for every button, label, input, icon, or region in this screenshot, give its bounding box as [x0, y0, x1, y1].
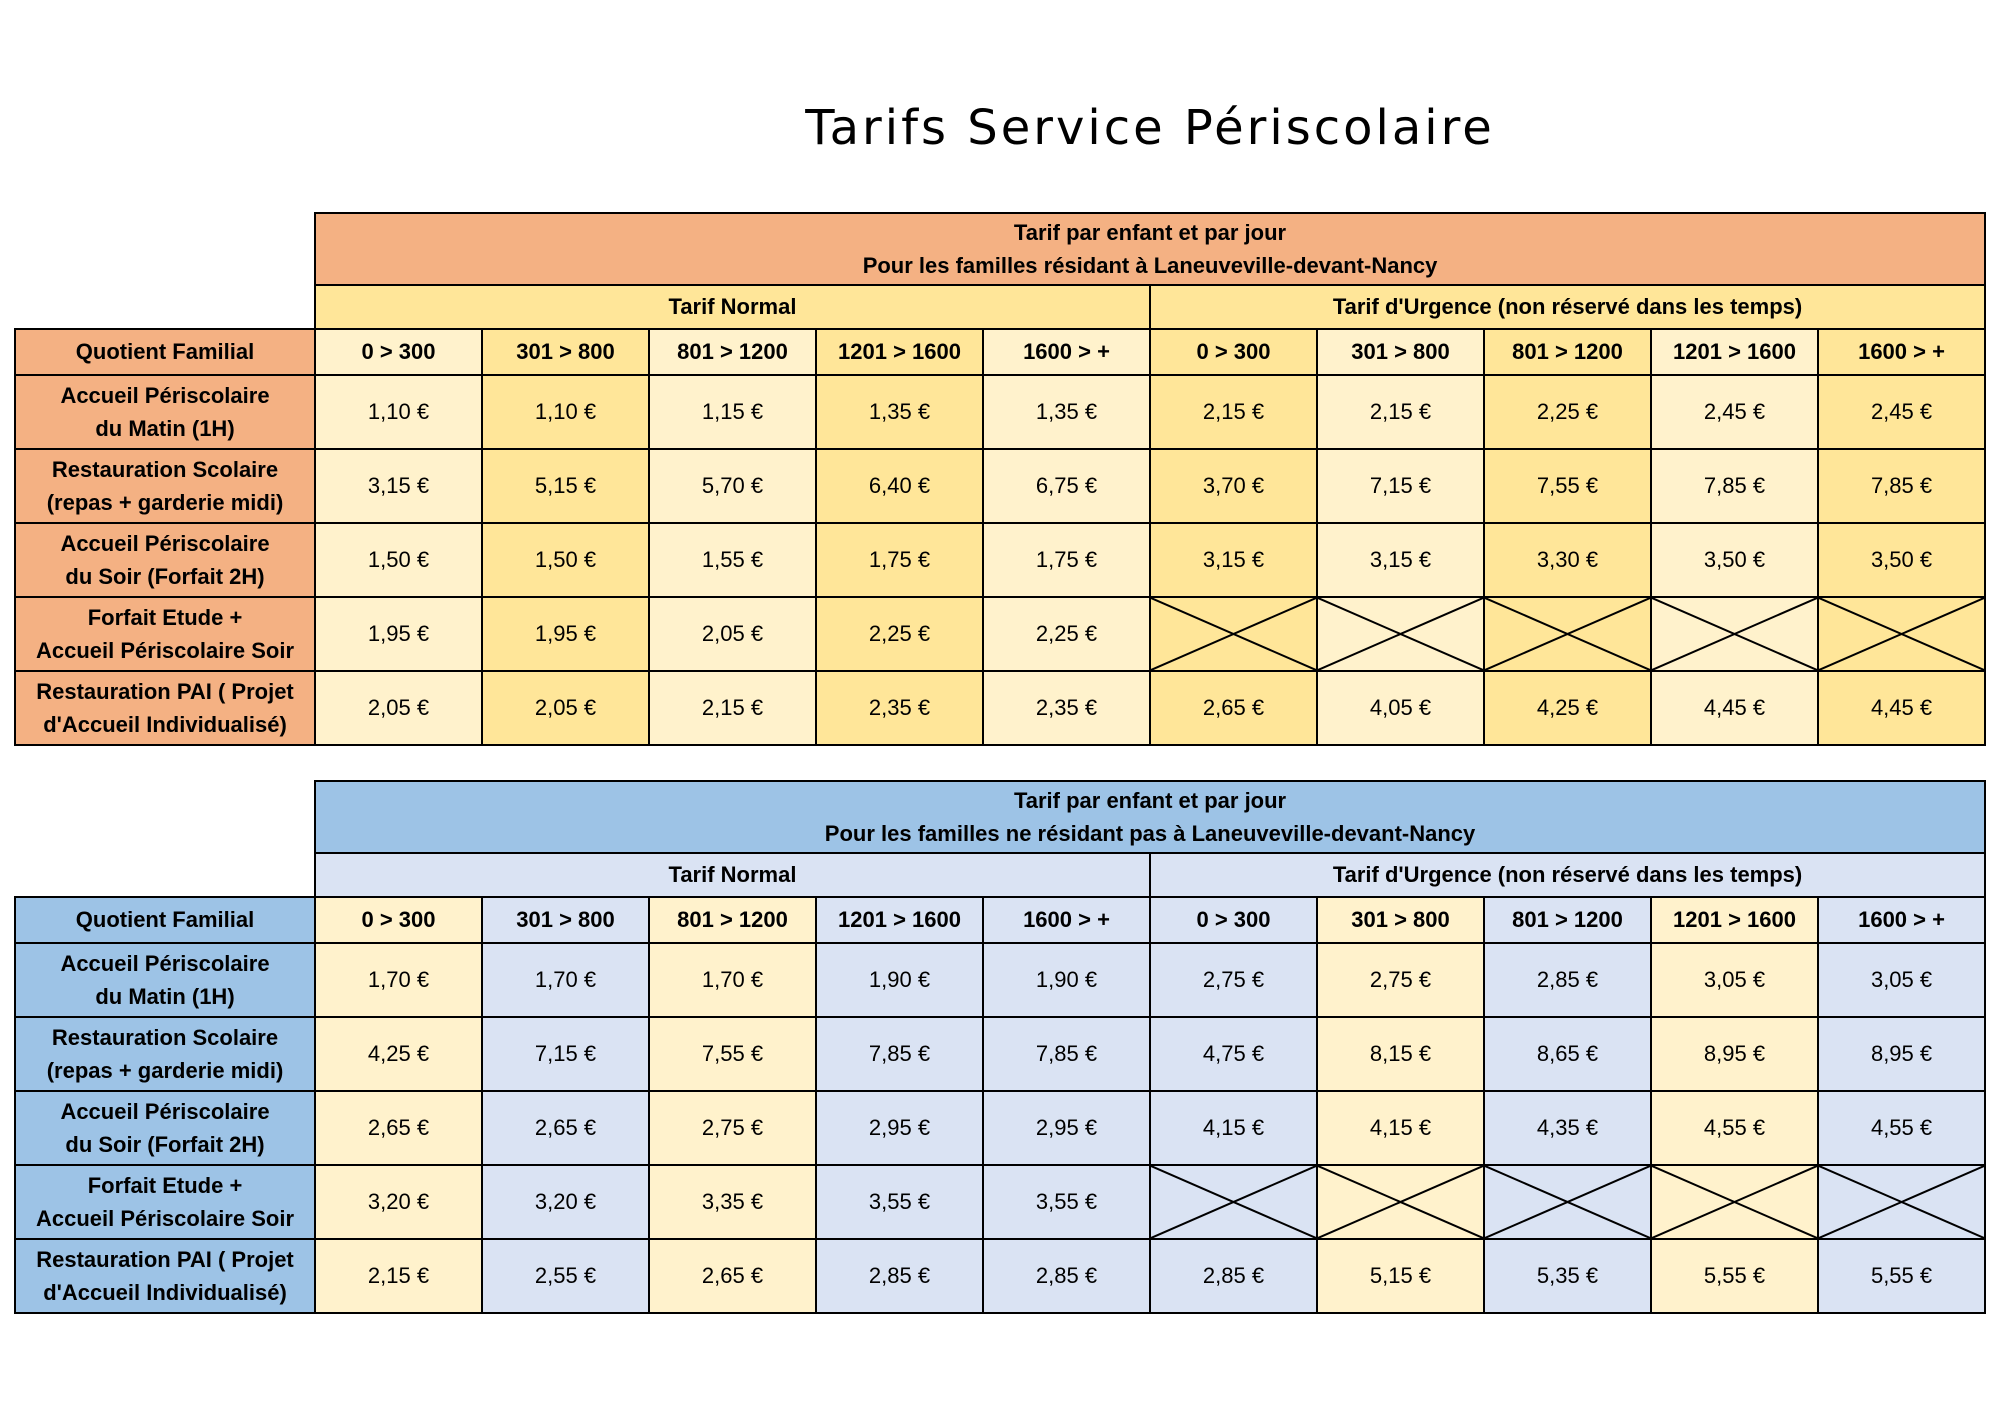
price-cell: 1,75 € [816, 523, 983, 597]
row-label-line-2: du Matin (1H) [95, 984, 235, 1009]
price-cell: 2,15 € [1317, 375, 1484, 449]
price-cell: 1,50 € [482, 523, 649, 597]
not-available-cell [1651, 597, 1818, 671]
price-cell: 2,35 € [816, 671, 983, 745]
table-row [15, 523, 1985, 597]
table-header [315, 781, 1985, 853]
price-cell: 2,65 € [482, 1091, 649, 1165]
not-available-cell [1484, 1165, 1651, 1239]
price-cell: 1,55 € [649, 523, 816, 597]
price-cell: 1,50 € [315, 523, 482, 597]
range-header: 1201 > 1600 [1651, 897, 1818, 943]
price-cell: 1,70 € [315, 943, 482, 1017]
price-cell: 2,35 € [983, 671, 1150, 745]
row-label [15, 1091, 315, 1165]
row-label-line-2: du Soir (Forfait 2H) [65, 1132, 265, 1157]
price-cell: 3,55 € [983, 1165, 1150, 1239]
cross-icon [1151, 598, 1316, 670]
row-label [15, 671, 315, 745]
row-label-line-1: Accueil Périscolaire [60, 531, 270, 556]
price-cell: 1,90 € [983, 943, 1150, 1017]
row-label-line-1: Accueil Périscolaire [60, 383, 270, 408]
corner-blank [15, 853, 315, 897]
tarif-table-non-residents [14, 780, 1986, 1314]
row-label-line-2: du Matin (1H) [95, 416, 235, 441]
price-cell: 5,55 € [1818, 1239, 1985, 1313]
price-cell: 4,35 € [1484, 1091, 1651, 1165]
price-cell: 3,50 € [1818, 523, 1985, 597]
price-cell: 2,15 € [1150, 375, 1317, 449]
price-cell: 1,35 € [983, 375, 1150, 449]
range-header: 801 > 1200 [1484, 897, 1651, 943]
price-cell: 3,05 € [1651, 943, 1818, 1017]
price-cell: 2,85 € [983, 1239, 1150, 1313]
price-cell: 2,95 € [983, 1091, 1150, 1165]
range-header: 301 > 800 [1317, 329, 1484, 375]
price-cell: 2,85 € [1484, 943, 1651, 1017]
price-cell: 7,85 € [1818, 449, 1985, 523]
price-cell: 3,35 € [649, 1165, 816, 1239]
cross-icon [1652, 598, 1817, 670]
row-label-line-1: Restauration Scolaire [51, 1025, 279, 1050]
price-cell: 5,70 € [649, 449, 816, 523]
not-available-cell [1317, 597, 1484, 671]
range-header: 1600 > + [1818, 329, 1985, 375]
price-cell: 1,90 € [816, 943, 983, 1017]
price-cell: 1,15 € [649, 375, 816, 449]
price-cell: 4,55 € [1651, 1091, 1818, 1165]
price-cell: 6,40 € [816, 449, 983, 523]
price-cell: 1,10 € [482, 375, 649, 449]
tarif-table-residents [14, 212, 1986, 746]
group-tarif-normal: Tarif Normal [315, 853, 1150, 897]
price-cell: 7,15 € [1317, 449, 1484, 523]
price-cell: 2,75 € [1150, 943, 1317, 1017]
cross-icon [1151, 1166, 1316, 1238]
price-cell: 3,50 € [1651, 523, 1818, 597]
row-label [15, 523, 315, 597]
row-label [15, 375, 315, 449]
group-tarif-normal: Tarif Normal [315, 285, 1150, 329]
range-header: 801 > 1200 [649, 329, 816, 375]
corner-blank [15, 781, 315, 853]
table-row [15, 597, 1985, 671]
row-label-line-1: Restauration Scolaire [51, 457, 279, 482]
cross-icon [1485, 1166, 1650, 1238]
row-label-line-1: Forfait Etude + [87, 1173, 243, 1198]
range-header: 0 > 300 [315, 897, 482, 943]
row-label-line-1: Restauration PAI ( Projet [36, 679, 294, 704]
price-cell: 2,05 € [649, 597, 816, 671]
range-header: 1600 > + [1818, 897, 1985, 943]
range-header: 1600 > + [983, 329, 1150, 375]
row-label-line-1: Accueil Périscolaire [60, 951, 270, 976]
price-cell: 5,35 € [1484, 1239, 1651, 1313]
table-row [15, 1017, 1985, 1091]
corner-blank [15, 213, 315, 285]
price-cell: 8,95 € [1651, 1017, 1818, 1091]
quotient-familial-label: Quotient Familial [15, 897, 315, 943]
price-cell: 7,85 € [1651, 449, 1818, 523]
row-label [15, 597, 315, 671]
table-row [15, 375, 1985, 449]
price-cell: 2,05 € [482, 671, 649, 745]
price-cell: 1,95 € [315, 597, 482, 671]
range-header: 801 > 1200 [649, 897, 816, 943]
price-cell: 4,05 € [1317, 671, 1484, 745]
table-row [15, 943, 1985, 1017]
row-label-line-2: du Soir (Forfait 2H) [65, 564, 265, 589]
cross-icon [1318, 1166, 1483, 1238]
row-label-line-1: Forfait Etude + [87, 605, 243, 630]
price-cell: 3,15 € [1317, 523, 1484, 597]
price-cell: 5,15 € [482, 449, 649, 523]
row-label-line-2: d'Accueil Individualisé) [43, 712, 287, 737]
header-line-2: Pour les familles ne résidant pas à Laneuveville-devant-Nancy [824, 821, 1476, 846]
range-header: 0 > 300 [1150, 897, 1317, 943]
price-cell: 4,25 € [1484, 671, 1651, 745]
price-cell: 2,05 € [315, 671, 482, 745]
price-cell: 3,30 € [1484, 523, 1651, 597]
header-line-1: Tarif par enfant et par jour [1013, 788, 1287, 813]
price-cell: 3,15 € [315, 449, 482, 523]
price-cell: 7,55 € [649, 1017, 816, 1091]
not-available-cell [1150, 597, 1317, 671]
price-cell: 7,15 € [482, 1017, 649, 1091]
range-header: 1201 > 1600 [816, 897, 983, 943]
not-available-cell [1150, 1165, 1317, 1239]
row-label-line-2: (repas + garderie midi) [46, 1058, 284, 1083]
row-label [15, 1165, 315, 1239]
not-available-cell [1818, 597, 1985, 671]
price-cell: 2,65 € [1150, 671, 1317, 745]
price-cell: 8,65 € [1484, 1017, 1651, 1091]
price-cell: 4,25 € [315, 1017, 482, 1091]
price-cell: 1,35 € [816, 375, 983, 449]
not-available-cell [1484, 597, 1651, 671]
row-label-line-2: d'Accueil Individualisé) [43, 1280, 287, 1305]
price-cell: 2,25 € [816, 597, 983, 671]
price-cell: 2,75 € [1317, 943, 1484, 1017]
price-cell: 2,75 € [649, 1091, 816, 1165]
price-cell: 2,55 € [482, 1239, 649, 1313]
price-cell: 2,85 € [816, 1239, 983, 1313]
row-label-line-1: Restauration PAI ( Projet [36, 1247, 294, 1272]
price-cell: 8,15 € [1317, 1017, 1484, 1091]
price-cell: 2,65 € [315, 1091, 482, 1165]
price-cell: 2,45 € [1818, 375, 1985, 449]
price-cell: 4,45 € [1818, 671, 1985, 745]
range-header: 1600 > + [983, 897, 1150, 943]
group-tarif-urgence: Tarif d'Urgence (non réservé dans les temps) [1150, 285, 1985, 329]
range-header: 301 > 800 [482, 897, 649, 943]
price-cell: 3,70 € [1150, 449, 1317, 523]
cross-icon [1819, 1166, 1984, 1238]
not-available-cell [1651, 1165, 1818, 1239]
row-label [15, 943, 315, 1017]
price-cell: 2,45 € [1651, 375, 1818, 449]
price-cell: 2,25 € [983, 597, 1150, 671]
not-available-cell [1818, 1165, 1985, 1239]
price-cell: 5,55 € [1651, 1239, 1818, 1313]
row-label [15, 449, 315, 523]
price-cell: 2,95 € [816, 1091, 983, 1165]
cross-icon [1652, 1166, 1817, 1238]
price-cell: 3,05 € [1818, 943, 1985, 1017]
price-cell: 2,15 € [315, 1239, 482, 1313]
price-cell: 1,70 € [482, 943, 649, 1017]
price-cell: 7,85 € [983, 1017, 1150, 1091]
price-cell: 4,15 € [1150, 1091, 1317, 1165]
price-cell: 4,75 € [1150, 1017, 1317, 1091]
range-header: 0 > 300 [1150, 329, 1317, 375]
price-cell: 3,20 € [482, 1165, 649, 1239]
table-row [15, 1091, 1985, 1165]
price-cell: 4,45 € [1651, 671, 1818, 745]
price-cell: 1,70 € [649, 943, 816, 1017]
header-line-2: Pour les familles résidant à Laneuveville-devant-Nancy [862, 253, 1438, 278]
header-line-1: Tarif par enfant et par jour [1013, 220, 1287, 245]
range-header: 1201 > 1600 [816, 329, 983, 375]
range-header: 801 > 1200 [1484, 329, 1651, 375]
row-label [15, 1239, 315, 1313]
row-label-line-1: Accueil Périscolaire [60, 1099, 270, 1124]
table-row [15, 1165, 1985, 1239]
price-cell: 5,15 € [1317, 1239, 1484, 1313]
cross-icon [1819, 598, 1984, 670]
range-header: 1201 > 1600 [1651, 329, 1818, 375]
cross-icon [1318, 598, 1483, 670]
price-cell: 8,95 € [1818, 1017, 1985, 1091]
range-header: 0 > 300 [315, 329, 482, 375]
group-tarif-urgence: Tarif d'Urgence (non réservé dans les temps) [1150, 853, 1985, 897]
price-cell: 7,85 € [816, 1017, 983, 1091]
table-row [15, 1239, 1985, 1313]
price-cell: 7,55 € [1484, 449, 1651, 523]
row-label-line-2: Accueil Périscolaire Soir [35, 638, 295, 663]
table-header [315, 213, 1985, 285]
row-label [15, 1017, 315, 1091]
table-row [15, 449, 1985, 523]
price-cell: 1,95 € [482, 597, 649, 671]
price-cell: 1,75 € [983, 523, 1150, 597]
not-available-cell [1317, 1165, 1484, 1239]
table-row [15, 671, 1985, 745]
page-title: Tarifs Service Périscolaire [805, 100, 1495, 156]
row-label-line-2: (repas + garderie midi) [46, 490, 284, 515]
price-cell: 2,15 € [649, 671, 816, 745]
price-cell: 2,85 € [1150, 1239, 1317, 1313]
price-cell: 3,20 € [315, 1165, 482, 1239]
price-cell: 4,15 € [1317, 1091, 1484, 1165]
price-cell: 3,55 € [816, 1165, 983, 1239]
price-cell: 2,25 € [1484, 375, 1651, 449]
price-cell: 6,75 € [983, 449, 1150, 523]
cross-icon [1485, 598, 1650, 670]
range-header: 301 > 800 [482, 329, 649, 375]
price-cell: 1,10 € [315, 375, 482, 449]
price-cell: 2,65 € [649, 1239, 816, 1313]
price-cell: 4,55 € [1818, 1091, 1985, 1165]
corner-blank [15, 285, 315, 329]
range-header: 301 > 800 [1317, 897, 1484, 943]
quotient-familial-label: Quotient Familial [15, 329, 315, 375]
row-label-line-2: Accueil Périscolaire Soir [35, 1206, 295, 1231]
price-cell: 3,15 € [1150, 523, 1317, 597]
